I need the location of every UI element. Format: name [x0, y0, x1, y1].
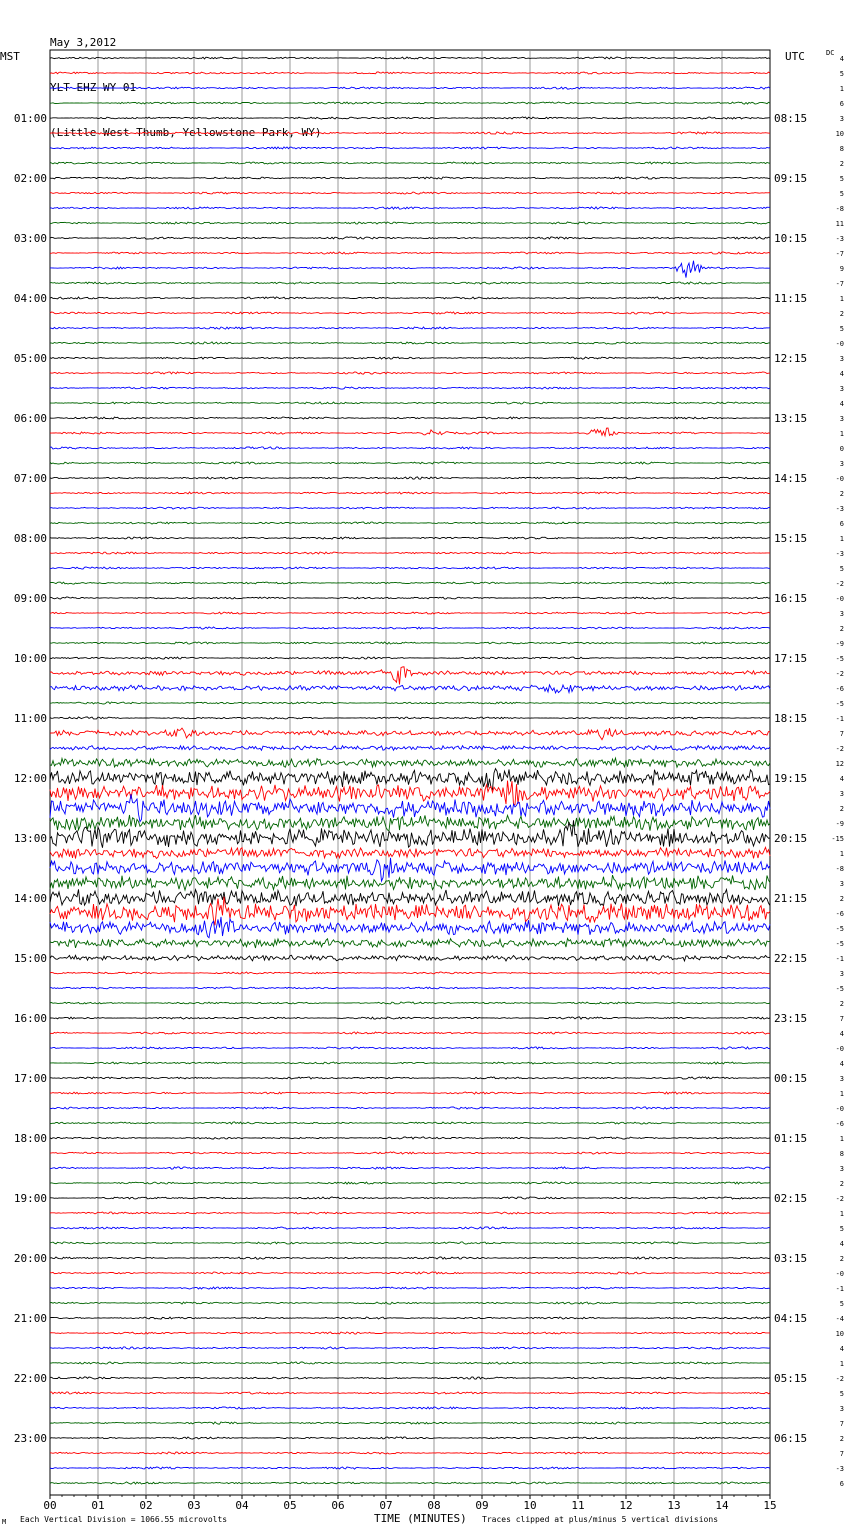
trace-row-92	[50, 1437, 770, 1439]
trace-row-72	[50, 1137, 770, 1139]
dc-offset-value: -0	[835, 1045, 844, 1053]
mst-hour-label: 04:00	[13, 292, 47, 305]
utc-hour-label: 18:15	[774, 712, 808, 725]
utc-hour-label: 15:15	[774, 532, 808, 545]
trace-row-62	[50, 987, 770, 989]
trace-row-31	[50, 522, 770, 524]
dc-offset-value: 2	[839, 310, 844, 318]
trace-row-74	[50, 1167, 770, 1169]
mst-hour-label: 03:00	[13, 232, 47, 245]
trace-row-64	[50, 1017, 770, 1019]
dc-offset-value: 2	[839, 1180, 844, 1188]
dc-offset-value: 1	[839, 1210, 844, 1218]
trace-row-14	[50, 261, 770, 278]
mst-hour-label: 07:00	[13, 472, 47, 485]
dc-offset-value: 7	[839, 1420, 844, 1428]
trace-row-0	[50, 57, 770, 59]
dc-offset-value: 3	[839, 1405, 844, 1413]
trace-row-42	[50, 685, 770, 693]
trace-row-91	[50, 1422, 770, 1424]
trace-row-94	[50, 1467, 770, 1469]
trace-row-45	[50, 728, 770, 740]
x-tick-label: 09	[475, 1499, 489, 1512]
dc-offset-value: 1	[839, 535, 844, 543]
utc-hour-label: 22:15	[774, 952, 808, 965]
dc-offset-value: -1	[835, 1285, 844, 1293]
trace-row-67	[50, 1062, 770, 1064]
trace-row-61	[50, 972, 770, 974]
trace-row-7	[50, 162, 770, 164]
mst-hour-label: 16:00	[13, 1012, 47, 1025]
dc-offset-value: 5	[839, 190, 844, 198]
dc-offset-value: 4	[839, 1240, 844, 1248]
mst-hour-label: 02:00	[13, 172, 47, 185]
left-timezone-label: MST	[0, 50, 20, 63]
dc-offset-value: 3	[839, 970, 844, 978]
trace-row-10	[50, 207, 770, 209]
dc-offset-value: -7	[835, 280, 844, 288]
trace-row-69	[50, 1092, 770, 1094]
dc-offset-value: 10	[835, 130, 844, 138]
trace-row-80	[50, 1257, 770, 1259]
trace-row-19	[50, 342, 770, 344]
dc-offset-value: 7	[839, 730, 844, 738]
dc-offset-value: 2	[839, 1255, 844, 1263]
trace-row-73	[50, 1152, 770, 1154]
trace-row-79	[50, 1242, 770, 1244]
trace-row-33	[50, 552, 770, 554]
trace-row-40	[50, 657, 770, 659]
dc-offset-value: 3	[839, 415, 844, 423]
utc-hour-label: 01:15	[774, 1132, 808, 1145]
trace-row-46	[50, 746, 770, 751]
dc-offset-value: 4	[839, 1030, 844, 1038]
dc-offset-value: 7	[839, 1015, 844, 1023]
dc-offset-value: 5	[839, 70, 844, 78]
dc-offset-value: 3	[839, 1075, 844, 1083]
trace-row-76	[50, 1197, 770, 1199]
dc-offset-value: -9	[835, 820, 844, 828]
trace-row-55	[50, 875, 770, 890]
trace-row-75	[50, 1182, 770, 1184]
utc-hour-label: 14:15	[774, 472, 808, 485]
vertical-scale-note: Each Vertical Division = 1066.55 microvolts	[20, 1515, 228, 1524]
dc-offset-value: 4	[839, 400, 844, 408]
trace-row-13	[50, 252, 770, 254]
dc-offset-value: -2	[835, 745, 844, 753]
station-code: YLT EHZ WY 01	[50, 81, 137, 94]
dc-offset-value: 1	[839, 850, 844, 858]
dc-offset-value: -2	[835, 580, 844, 588]
trace-row-22	[50, 387, 770, 389]
dc-offset-value: 2	[839, 625, 844, 633]
x-axis-label: TIME (MINUTES)	[374, 1512, 467, 1525]
dc-offset-header: DC	[826, 49, 835, 57]
trace-row-58	[50, 917, 770, 938]
x-tick-label: 00	[43, 1499, 57, 1512]
trace-row-47	[50, 758, 770, 767]
trace-row-93	[50, 1452, 770, 1454]
dc-offset-value: -9	[835, 640, 844, 648]
dc-offset-value: -2	[835, 1195, 844, 1203]
dc-offset-value: -6	[835, 685, 844, 693]
trace-row-20	[50, 357, 770, 359]
dc-offset-value: 3	[839, 385, 844, 393]
dc-offset-value: -2	[835, 670, 844, 678]
dc-offset-value: 4	[839, 1345, 844, 1353]
dc-offset-value: -8	[835, 205, 844, 213]
mst-hour-label: 20:00	[13, 1252, 47, 1265]
plot-frame	[50, 50, 770, 1495]
mst-hour-label: 23:00	[13, 1432, 47, 1445]
dc-offset-value: 3	[839, 610, 844, 618]
trace-row-17	[50, 312, 770, 314]
utc-hour-label: 02:15	[774, 1192, 808, 1205]
mst-hour-label: 09:00	[13, 592, 47, 605]
dc-offset-value: 3	[839, 460, 844, 468]
dc-offset-value: 1	[839, 1135, 844, 1143]
dc-offset-value: -0	[835, 475, 844, 483]
trace-row-65	[50, 1032, 770, 1034]
trace-row-25	[50, 428, 770, 436]
trace-row-1	[50, 72, 770, 74]
dc-offset-value: 6	[839, 1480, 844, 1488]
dc-offset-value: 2	[839, 1000, 844, 1008]
utc-hour-label: 20:15	[774, 832, 808, 845]
dc-offset-value: -5	[835, 925, 844, 933]
mst-hour-label: 18:00	[13, 1132, 47, 1145]
dc-offset-value: -7	[835, 250, 844, 258]
trace-row-26	[50, 447, 770, 449]
trace-row-63	[50, 1002, 770, 1004]
mst-hour-label: 14:00	[13, 892, 47, 905]
trace-row-9	[50, 192, 770, 194]
trace-row-89	[50, 1392, 770, 1394]
trace-row-11	[50, 222, 770, 224]
dc-offset-value: 8	[839, 145, 844, 153]
utc-hour-label: 06:15	[774, 1432, 808, 1445]
trace-row-49	[50, 781, 770, 805]
trace-row-5	[50, 132, 770, 134]
trace-row-34	[50, 567, 770, 569]
utc-hour-label: 03:15	[774, 1252, 808, 1265]
mst-hour-label: 06:00	[13, 412, 47, 425]
dc-offset-value: 9	[839, 265, 844, 273]
dc-offset-value: 4	[839, 55, 844, 63]
trace-row-39	[50, 642, 770, 644]
trace-row-51	[50, 815, 770, 831]
dc-offset-value: 0	[839, 445, 844, 453]
dc-offset-value: 5	[839, 1390, 844, 1398]
mst-hour-label: 05:00	[13, 352, 47, 365]
dc-offset-value: 3	[839, 790, 844, 798]
chart-date: May 3,2012	[50, 36, 117, 49]
utc-hour-label: 00:15	[774, 1072, 808, 1085]
dc-offset-value: 3	[839, 1165, 844, 1173]
dc-offset-value: 1	[839, 430, 844, 438]
utc-hour-label: 16:15	[774, 592, 808, 605]
dc-offset-value: 1	[839, 85, 844, 93]
trace-row-85	[50, 1332, 770, 1334]
trace-row-28	[50, 477, 770, 479]
footer-mark: M	[2, 1518, 7, 1526]
dc-offset-value: 5	[839, 175, 844, 183]
trace-row-12	[50, 237, 770, 239]
trace-row-86	[50, 1347, 770, 1349]
x-tick-label: 15	[763, 1499, 777, 1512]
dc-offset-value: -3	[835, 505, 844, 513]
dc-offset-value: 1	[839, 1360, 844, 1368]
dc-offset-value: 2	[839, 895, 844, 903]
dc-offset-value: -3	[835, 235, 844, 243]
dc-offset-value: 5	[839, 1300, 844, 1308]
dc-offset-value: -1	[835, 715, 844, 723]
mst-hour-label: 22:00	[13, 1372, 47, 1385]
dc-offset-value: -1	[835, 955, 844, 963]
right-timezone-label: UTC	[785, 50, 805, 63]
dc-offset-value: -3	[835, 550, 844, 558]
trace-row-38	[50, 627, 770, 629]
dc-offset-value: 3	[839, 355, 844, 363]
x-tick-label: 10	[523, 1499, 537, 1512]
mst-hour-label: 10:00	[13, 652, 47, 665]
trace-row-15	[50, 282, 770, 284]
x-tick-label: 03	[187, 1499, 201, 1512]
dc-offset-value: 5	[839, 565, 844, 573]
trace-row-2	[50, 87, 770, 89]
trace-row-87	[50, 1362, 770, 1364]
trace-row-95	[50, 1482, 770, 1484]
x-tick-label: 07	[379, 1499, 393, 1512]
trace-row-82	[50, 1287, 770, 1289]
trace-row-56	[50, 889, 770, 906]
x-tick-label: 14	[715, 1499, 729, 1512]
dc-offset-value: -15	[831, 835, 844, 843]
mst-hour-label: 01:00	[13, 112, 47, 125]
utc-hour-label: 10:15	[774, 232, 808, 245]
trace-row-71	[50, 1122, 770, 1124]
trace-row-50	[50, 794, 770, 822]
trace-row-29	[50, 492, 770, 494]
dc-offset-value: 4	[839, 775, 844, 783]
trace-row-21	[50, 372, 770, 374]
trace-row-66	[50, 1047, 770, 1049]
utc-hour-label: 08:15	[774, 112, 808, 125]
mst-hour-label: 13:00	[13, 832, 47, 845]
trace-row-44	[50, 717, 770, 719]
dc-offset-value: -8	[835, 865, 844, 873]
dc-offset-value: 11	[835, 220, 844, 228]
x-tick-label: 02	[139, 1499, 153, 1512]
x-tick-label: 01	[91, 1499, 105, 1512]
dc-offset-value: 4	[839, 370, 844, 378]
trace-row-35	[50, 582, 770, 584]
trace-row-59	[50, 938, 770, 948]
trace-row-70	[50, 1107, 770, 1109]
trace-row-32	[50, 537, 770, 539]
trace-row-68	[50, 1077, 770, 1079]
trace-row-83	[50, 1302, 770, 1304]
x-tick-label: 13	[667, 1499, 681, 1512]
dc-offset-value: 1	[839, 295, 844, 303]
utc-hour-label: 13:15	[774, 412, 808, 425]
trace-row-8	[50, 177, 770, 179]
dc-offset-value: 5	[839, 1225, 844, 1233]
dc-offset-value: -5	[835, 985, 844, 993]
trace-row-16	[50, 297, 770, 299]
dc-offset-value: -6	[835, 910, 844, 918]
dc-offset-value: -0	[835, 1105, 844, 1113]
mst-hour-label: 17:00	[13, 1072, 47, 1085]
x-tick-label: 12	[619, 1499, 633, 1512]
mst-hour-label: 12:00	[13, 772, 47, 785]
trace-row-41	[50, 667, 770, 685]
dc-offset-value: 3	[839, 115, 844, 123]
dc-offset-value: 2	[839, 160, 844, 168]
clip-note: Traces clipped at plus/minus 5 vertical divisions	[482, 1515, 719, 1524]
dc-offset-value: -3	[835, 1465, 844, 1473]
trace-row-37	[50, 612, 770, 614]
x-tick-label: 11	[571, 1499, 585, 1512]
trace-row-53	[50, 847, 770, 858]
utc-hour-label: 11:15	[774, 292, 808, 305]
utc-hour-label: 19:15	[774, 772, 808, 785]
trace-row-18	[50, 327, 770, 329]
dc-offset-value: -0	[835, 595, 844, 603]
dc-offset-value: -2	[835, 1375, 844, 1383]
station-location: (Little West Thumb, Yellowstone Park, WY)	[50, 126, 322, 139]
dc-offset-value: 2	[839, 490, 844, 498]
trace-row-4	[50, 117, 770, 119]
dc-offset-value: 4	[839, 1060, 844, 1068]
dc-offset-value: 2	[839, 805, 844, 813]
dc-offset-value: -5	[835, 700, 844, 708]
trace-row-6	[50, 147, 770, 149]
trace-row-90	[50, 1407, 770, 1409]
trace-row-88	[50, 1377, 770, 1379]
mst-hour-label: 15:00	[13, 952, 47, 965]
x-tick-label: 05	[283, 1499, 297, 1512]
dc-offset-value: 8	[839, 1150, 844, 1158]
dc-offset-value: 5	[839, 325, 844, 333]
dc-offset-value: 7	[839, 1450, 844, 1458]
trace-row-24	[50, 417, 770, 419]
dc-offset-value: 2	[839, 1435, 844, 1443]
utc-hour-label: 04:15	[774, 1312, 808, 1325]
dc-offset-value: -5	[835, 940, 844, 948]
dc-offset-value: 1	[839, 1090, 844, 1098]
utc-hour-label: 05:15	[774, 1372, 808, 1385]
utc-hour-label: 12:15	[774, 352, 808, 365]
utc-hour-label: 21:15	[774, 892, 808, 905]
mst-hour-label: 08:00	[13, 532, 47, 545]
trace-row-60	[50, 955, 770, 961]
trace-row-23	[50, 402, 770, 404]
dc-offset-value: 12	[835, 760, 844, 768]
dc-offset-value: 6	[839, 520, 844, 528]
trace-row-27	[50, 462, 770, 464]
x-tick-label: 08	[427, 1499, 441, 1512]
dc-offset-value: -5	[835, 655, 844, 663]
trace-row-30	[50, 507, 770, 509]
x-tick-label: 04	[235, 1499, 249, 1512]
trace-row-84	[50, 1317, 770, 1319]
x-tick-label: 06	[331, 1499, 345, 1512]
trace-row-43	[50, 702, 770, 704]
mst-hour-label: 21:00	[13, 1312, 47, 1325]
trace-row-36	[50, 597, 770, 599]
dc-offset-value: 6	[839, 100, 844, 108]
dc-offset-value: 3	[839, 880, 844, 888]
trace-row-77	[50, 1212, 770, 1214]
trace-row-78	[50, 1227, 770, 1229]
dc-offset-value: -6	[835, 1120, 844, 1128]
mst-hour-label: 11:00	[13, 712, 47, 725]
trace-row-81	[50, 1272, 770, 1274]
dc-offset-value: -0	[835, 1270, 844, 1278]
dc-offset-value: -4	[835, 1315, 844, 1323]
mst-hour-label: 19:00	[13, 1192, 47, 1205]
utc-hour-label: 23:15	[774, 1012, 808, 1025]
trace-row-3	[50, 102, 770, 104]
utc-hour-label: 17:15	[774, 652, 808, 665]
dc-offset-value: 10	[835, 1330, 844, 1338]
utc-hour-label: 09:15	[774, 172, 808, 185]
dc-offset-value: -0	[835, 340, 844, 348]
